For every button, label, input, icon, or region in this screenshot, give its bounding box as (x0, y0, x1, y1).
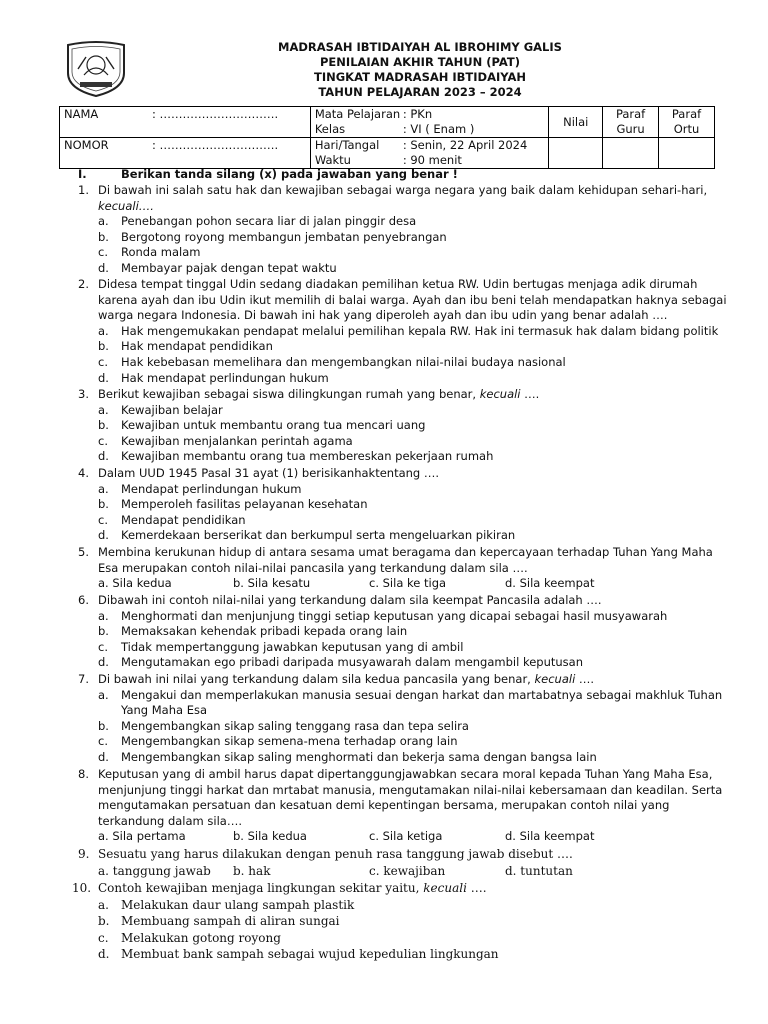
option-letter: b. (98, 497, 109, 512)
option-c[interactable] (0, 930, 768, 947)
question-number: 8. (78, 767, 89, 781)
option-a[interactable]: a. Sila kedua (98, 576, 172, 591)
option-b[interactable]: b. hak (233, 863, 271, 878)
option-text: Tidak mempertanggung jawabkan keputusan yang di ambil (121, 639, 464, 654)
option-b[interactable] (0, 913, 768, 930)
option-c[interactable] (0, 434, 768, 450)
nilai-box[interactable] (549, 138, 603, 169)
option-b[interactable] (0, 624, 768, 640)
option-d[interactable] (0, 371, 768, 387)
option-letter: c. (98, 734, 108, 749)
option-letter: a. (98, 608, 109, 623)
option-letter: b. (98, 339, 109, 354)
nama-cell (60, 107, 311, 138)
option-c[interactable] (0, 355, 768, 371)
nama-label: NAMA (64, 107, 99, 121)
option-b[interactable] (0, 497, 768, 513)
section-instruction (0, 167, 768, 183)
option-b[interactable] (0, 339, 768, 355)
mapel-label: Mata Pelajaran (314, 107, 401, 121)
kelas-value: : VI ( Enam ) (402, 122, 475, 136)
school-logo-icon (62, 39, 130, 97)
question-number: 9. (78, 847, 90, 861)
question-number: 7. (78, 672, 89, 686)
option-b[interactable]: b. Sila kesatu (233, 576, 311, 591)
question-9 (0, 846, 768, 879)
nomor-cell (60, 138, 311, 169)
paraf-ortu-header (659, 107, 715, 138)
option-text: Penebangan pohon secara liar di jalan pinggir desa (121, 214, 417, 229)
option-text-continued: Yang Maha Esa (121, 703, 207, 718)
option-text: Mengembangkan sikap saling menghormati dan bekerja sama dengan bangsa lain (121, 749, 597, 764)
option-letter: d. (98, 260, 109, 275)
option-d[interactable] (0, 449, 768, 465)
option-text: Membuat bank sampah sebagai wujud kepedulian lingkungan (121, 947, 499, 961)
hari-label: Hari/Tangal (314, 138, 380, 152)
question-number: 4. (78, 466, 89, 480)
option-a[interactable] (0, 214, 768, 230)
option-letter: d. (98, 749, 109, 764)
option-text: Mengembangkan sikap semena-mena terhadap orang lain (121, 734, 458, 749)
option-a[interactable] (0, 609, 768, 625)
nomor-field[interactable]: : …………………………. (152, 138, 279, 152)
question-6 (0, 593, 768, 671)
question-text: Dalam UUD 1945 Pasal 31 ayat (1) berisikanhaktentang …. (98, 466, 440, 480)
paraf-guru-box[interactable] (603, 138, 659, 169)
paraf-guru-line1: Paraf (615, 107, 646, 121)
option-d[interactable] (0, 528, 768, 544)
option-letter: c. (98, 930, 109, 945)
question-text: karena ayah dan ibu Udin ikut memilih di balai warga. Ayah dan ibu beni telah mendapatkan haknya sebagai (98, 292, 727, 307)
question-4 (0, 466, 768, 544)
option-letter: d. (98, 449, 109, 464)
question-number: 5. (78, 545, 89, 559)
student-info-table (59, 106, 715, 169)
option-text: Hak mengemukakan pendapat melalui pemilihan kepala RW. Hak ini termasuk hak dalam bidang politik (121, 323, 719, 338)
option-text: Membuang sampah di aliran sungai (121, 914, 340, 928)
paraf-ortu-box[interactable] (659, 138, 715, 169)
option-a[interactable] (0, 403, 768, 419)
option-c[interactable] (0, 513, 768, 529)
option-letter: d. (98, 370, 109, 385)
question-text: mengutamakan persatuan dan kesatuan demi kepentingan bersama, merupakan contoh nilai yang (98, 798, 670, 813)
option-b[interactable] (0, 230, 768, 246)
waktu-label: Waktu (314, 153, 351, 167)
question-3 (0, 387, 768, 465)
question-text-tail: …. (575, 672, 595, 686)
option-a[interactable]: a. tanggung jawab (98, 863, 211, 878)
question-text: Didesa tempat tinggal Udin sedang diadakan pemilihan ketua RW. Udin bertugas menjaga adik dirumah (98, 277, 698, 291)
option-letter: b. (98, 229, 109, 244)
option-text: Kewajiban untuk membantu orang tua mencari uang (121, 418, 426, 433)
question-7 (0, 672, 768, 766)
option-b[interactable] (0, 719, 768, 735)
option-letter: b. (98, 624, 109, 639)
header-exam-name: PENILAIAN AKHIR TAHUN (PAT) (320, 55, 520, 69)
question-text: terkandung dalam sila…. (98, 813, 242, 828)
question-number: 3. (78, 387, 89, 401)
option-d[interactable]: d. Sila keempat (505, 829, 595, 844)
option-text: Memaksakan kehendak pribadi kepada orang lain (121, 624, 408, 639)
option-letter: c. (98, 245, 108, 260)
question-10 (0, 880, 768, 963)
question-text: Contoh kewajiban menjaga lingkungan sekitar yaitu, (98, 881, 424, 895)
option-text: Mengutamakan ego pribadi daripada musyawarah dalam mengambil keputusan (121, 655, 583, 670)
question-5 (0, 545, 768, 592)
option-text: Hak mendapat pendidikan (121, 339, 273, 354)
option-letter: b. (98, 718, 109, 733)
option-text: Kewajiban membantu orang tua membereskan pekerjaan rumah (121, 449, 494, 464)
option-letter: c. (98, 639, 108, 654)
question-number: 2. (78, 277, 89, 291)
option-text: Ronda malam (121, 245, 201, 260)
option-letter: a. (98, 897, 109, 912)
question-number: 6. (78, 593, 89, 607)
question-text-italic: kecuali (534, 672, 576, 686)
option-text: Memperoleh fasilitas pelayanan kesehatan (121, 497, 368, 512)
question-text-tail: …. (466, 881, 487, 895)
question-text: Di bawah ini nilai yang terkandung dalam sila kedua pancasila yang benar, (98, 672, 535, 686)
option-letter: a. (98, 214, 109, 229)
option-letter: b. (98, 418, 109, 433)
option-text: Mendapat pendidikan (121, 512, 246, 527)
option-text: Bergotong royong membangun jembatan penyebrangan (121, 229, 447, 244)
option-c[interactable]: c. kewajiban (369, 863, 446, 878)
option-b[interactable]: b. Sila kedua (233, 829, 307, 844)
option-c[interactable] (0, 245, 768, 261)
nomor-label: NOMOR (64, 138, 109, 152)
question-1 (0, 183, 768, 277)
paraf-ortu-line2: Ortu (673, 122, 700, 136)
option-a[interactable]: a. Sila pertama (98, 829, 186, 844)
question-text: Sesuatu yang harus dilakukan dengan penuh rasa tanggung jawab disebut …. (98, 847, 573, 861)
option-text: Melakukan daur ulang sampah plastik (121, 897, 355, 912)
option-d[interactable] (0, 946, 768, 963)
option-letter: d. (98, 947, 110, 961)
header-school-year: TAHUN PELAJARAN 2023 – 2024 (318, 85, 522, 99)
question-text-italic: kecuali (423, 881, 467, 895)
header-level: TINGKAT MADRASAH IBTIDAIYAH (313, 70, 527, 84)
paraf-guru-header (603, 107, 659, 138)
option-text: Mengakui dan memperlakukan manusia sesuai dengan harkat dan martabatnya sebagai makhluk Tuhan (121, 687, 723, 702)
option-d[interactable]: d. Sila keempat (505, 576, 595, 591)
kelas-label: Kelas (314, 122, 346, 136)
question-2 (0, 277, 768, 386)
option-text: Mendapat perlindungan hukum (121, 481, 302, 496)
paraf-guru-line2: Guru (616, 122, 645, 136)
option-letter: a. (98, 323, 109, 338)
question-text: Di bawah ini salah satu hak dan kewajiban sebagai warga negara yang baik dalam kehidupan sehari-hari, (98, 183, 708, 197)
option-c[interactable]: c. Sila ketiga (369, 829, 443, 844)
question-text: Esa merupakan contoh nilai-nilai pancasila yang terkandung dalam sila …. (98, 560, 528, 575)
question-number: 1. (78, 183, 89, 197)
option-text: Membayar pajak dengan tepat waktu (121, 260, 337, 275)
question-text-italic: kecuali (479, 387, 521, 401)
option-letter: d. (98, 655, 109, 670)
option-letter: c. (98, 512, 108, 527)
option-letter: b. (98, 914, 110, 928)
question-text: Dibawah ini contoh nilai-nilai yang terkandung dalam sila keempat Pancasila adalah …. (98, 593, 602, 607)
option-letter: c. (98, 433, 108, 448)
option-letter: c. (98, 354, 108, 369)
option-text: Melakukan gotong royong (121, 930, 281, 945)
hari-waktu-cell (310, 138, 549, 169)
option-d[interactable] (0, 750, 768, 766)
hari-value: : Senin, 22 April 2024 (402, 138, 528, 152)
option-d[interactable] (0, 655, 768, 671)
question-text: warga negara Indonesia. Di bawah ini hak yang diperoleh ayah dan ibu udin yang benar adalah …. (98, 308, 668, 323)
question-text: menjunjung tinggi harkat dan mrtabat manusia, mengutamakan nilai-nilai kebersamaan dan keadilan. Serta (98, 782, 723, 797)
option-letter: a. (98, 402, 109, 417)
option-text: Menghormati dan menjunjung tinggi setiap keputusan yang dicapai sebagai hasil musyawarah (121, 608, 668, 623)
question-text-italic: kecuali…. (98, 198, 154, 213)
nama-field[interactable]: : …………………………. (152, 107, 279, 121)
question-text-tail: …. (520, 387, 540, 401)
option-text: Mengembangkan sikap saling tenggang rasa dan tepa selira (121, 718, 469, 733)
option-c[interactable] (0, 640, 768, 656)
nilai-header: Nilai (549, 107, 603, 138)
option-a[interactable] (0, 688, 768, 704)
paraf-ortu-line1: Paraf (671, 107, 702, 121)
mapel-kelas-cell (310, 107, 549, 138)
option-letter: a. (98, 687, 109, 702)
option-d[interactable] (0, 261, 768, 277)
option-letter: a. (98, 481, 109, 496)
mapel-value: : PKn (402, 107, 433, 121)
option-b[interactable] (0, 418, 768, 434)
question-text: Berikut kewajiban sebagai siswa dilingkungan rumah yang benar, (98, 387, 480, 401)
option-a[interactable] (0, 897, 768, 914)
question-text: Keputusan yang di ambil harus dapat dipertanggungjawabkan secara moral kepada Tuhan Yang Maha Esa, (98, 767, 713, 781)
section-text: Berikan tanda silang (x) pada jawaban yang benar ! (121, 167, 458, 181)
waktu-value: : 90 menit (402, 153, 462, 167)
option-text: Hak mendapat perlindungan hukum (121, 370, 329, 385)
question-number: 10. (72, 881, 92, 895)
option-c[interactable]: c. Sila ke tiga (369, 576, 447, 591)
option-letter: d. (98, 528, 109, 543)
option-d[interactable]: d. tuntutan (505, 863, 573, 878)
question-8 (0, 767, 768, 845)
option-a[interactable] (0, 482, 768, 498)
section-number: I. (78, 167, 87, 181)
option-text: Kemerdekaan berserikat dan berkumpul serta mengeluarkan pikiran (121, 528, 516, 543)
option-c[interactable] (0, 734, 768, 750)
option-text: Kewajiban menjalankan perintah agama (121, 433, 353, 448)
option-text: Kewajiban belajar (121, 402, 223, 417)
option-a[interactable] (0, 324, 768, 340)
header-school-name: MADRASAH IBTIDAIYAH AL IBROHIMY GALIS (278, 40, 562, 54)
option-text: Hak kebebasan memelihara dan mengembangkan nilai-nilai budaya nasional (121, 354, 566, 369)
question-text: Membina kerukunan hidup di antara sesama umat beragama dan kepercayaan terhadap Tuhan Yang Maha (98, 545, 713, 559)
